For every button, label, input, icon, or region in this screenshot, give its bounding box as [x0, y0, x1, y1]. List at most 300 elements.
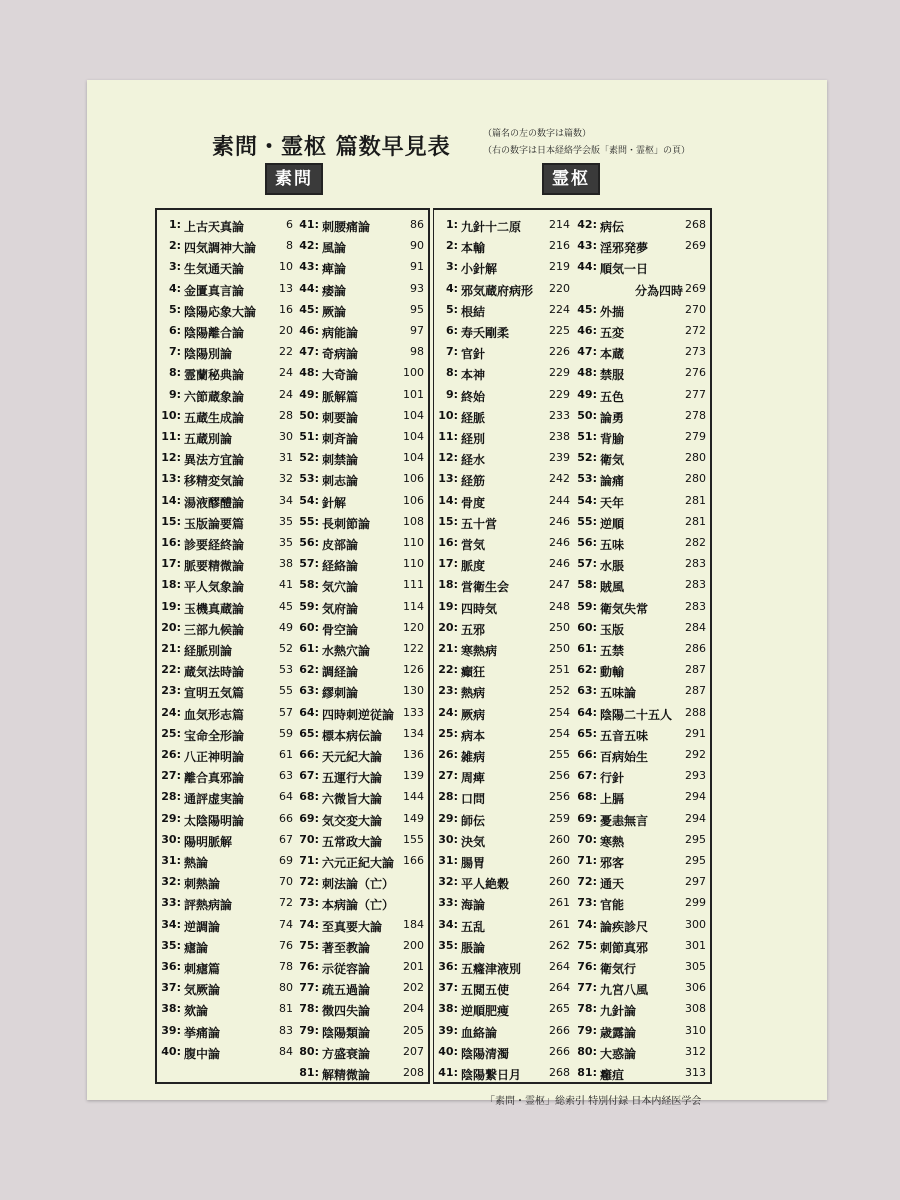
banner-somon: 素問: [265, 163, 323, 195]
page-number: 10: [279, 260, 293, 274]
chapter-name: 五禁: [600, 644, 625, 658]
chapter-number: 26:: [161, 748, 181, 761]
table-row: [157, 445, 297, 467]
chapter-number: 63:: [577, 684, 597, 698]
chapter-number: 78:: [299, 1002, 319, 1016]
chapter-number: 67:: [577, 769, 597, 783]
chapter-number: 38:: [438, 1002, 458, 1016]
page-number: 34: [279, 493, 293, 507]
table-row: [573, 403, 710, 425]
chapter-name: 逆順: [600, 516, 625, 531]
table-row: [295, 318, 428, 340]
chapter-number: 30:: [161, 832, 181, 846]
chapter-number: 49:: [577, 387, 597, 401]
chapter-number: 49:: [299, 387, 319, 401]
chapter-name: 異法方宜論: [184, 453, 245, 468]
chapter-number: 20:: [161, 620, 181, 634]
chapter-number: 59:: [577, 599, 597, 613]
chapter-name: 賊風: [600, 580, 625, 595]
table-row: [157, 297, 297, 319]
table-row: [295, 509, 428, 531]
page-number: 273: [685, 345, 706, 359]
table-row: [295, 912, 428, 934]
page-number: 166: [403, 854, 424, 867]
chapter-name: 営気: [461, 538, 486, 552]
chapter-number: 15:: [161, 514, 181, 528]
page-number: 270: [685, 302, 706, 316]
page-number: 260: [549, 875, 570, 889]
chapter-number: 35:: [161, 938, 181, 952]
chapter-name: 五蔵別論: [184, 432, 233, 446]
chapter-number: 37:: [161, 981, 181, 995]
table-row: [434, 657, 574, 679]
chapter-name: 四時気: [461, 601, 498, 616]
chapter-name: 気厥論: [184, 983, 221, 998]
page-number: 220: [549, 281, 570, 295]
table-row: [157, 233, 297, 255]
chapter-name: 六節蔵象論: [184, 389, 245, 404]
chapter-number: 59:: [299, 599, 319, 613]
chapter-number: 76:: [299, 960, 319, 973]
table-row: [295, 700, 428, 722]
table-row: [157, 975, 297, 997]
chapter-name: 邪気蔵府病形: [461, 283, 534, 298]
chapter-number: 21:: [438, 642, 458, 655]
page-number: 16: [279, 302, 293, 316]
chapter-name: 営衛生会: [461, 580, 510, 595]
chapter-number: 54:: [577, 493, 597, 507]
table-row: [434, 869, 574, 891]
page-number: 301: [685, 938, 706, 952]
chapter-number: 38:: [161, 1002, 181, 1016]
chapter-number: 50:: [577, 408, 597, 422]
chapter-name: 欬論: [184, 1004, 209, 1019]
chapter-name: 調経論: [322, 665, 359, 680]
table-row: [573, 1060, 710, 1082]
page-number: 35: [279, 514, 293, 528]
table-row: [573, 996, 710, 1018]
table-row: [295, 297, 428, 319]
page-number: 219: [549, 260, 570, 274]
note-chapter-number: （篇名の左の数字は篇数）: [483, 129, 592, 139]
chapter-name: 九宮八風: [600, 983, 649, 998]
page-number: 110: [403, 536, 424, 549]
chapter-name: 平人気象論: [184, 580, 245, 595]
table-row: [573, 360, 710, 382]
chapter-number: 75:: [299, 938, 319, 952]
page-number: 6: [286, 218, 293, 231]
page-number: 204: [403, 1002, 424, 1016]
chapter-name: 痺論: [322, 262, 347, 277]
chapter-name: 論勇: [600, 410, 625, 425]
page-number: 45: [279, 599, 293, 613]
table-row: [295, 382, 428, 404]
chapter-name: 骨度: [461, 495, 486, 510]
chapter-number: 16:: [161, 536, 181, 549]
page-number: 277: [685, 387, 706, 401]
page-number: 233: [549, 408, 570, 422]
table-row: [573, 827, 710, 849]
chapter-name: 海論: [461, 898, 486, 913]
table-row: [573, 1039, 710, 1061]
table-row: [434, 212, 574, 234]
table-row: [295, 445, 428, 467]
page-number: 259: [549, 811, 570, 825]
chapter-number: 62:: [299, 663, 319, 677]
page-number: 272: [685, 324, 706, 337]
chapter-name: 四時刺逆従論: [322, 707, 395, 722]
table-row: [295, 1039, 428, 1061]
chapter-name: 繆刺論: [322, 686, 359, 701]
page-number: 24: [279, 366, 293, 380]
reisu-column-1: [433, 208, 574, 1084]
chapter-number: 7:: [445, 345, 458, 359]
chapter-name: 刺熱論: [184, 877, 221, 892]
chapter-number: 55:: [577, 514, 597, 528]
chapter-number: 40:: [438, 1044, 458, 1058]
chapter-name: 百病始生: [600, 750, 649, 764]
page-number: 262: [549, 938, 570, 952]
chapter-name: 厥論: [322, 304, 347, 319]
page-number: 101: [403, 387, 424, 401]
page-number: 69: [279, 854, 293, 867]
page-number: 280: [685, 472, 706, 486]
chapter-name: 病本: [461, 728, 486, 743]
table-row: [573, 869, 710, 891]
table-row: [434, 996, 574, 1018]
chapter-name: 金匱真言論: [184, 283, 245, 298]
chapter-number: 47:: [577, 345, 597, 359]
table-row: [295, 572, 428, 594]
page-number: 286: [685, 642, 706, 655]
chapter-number: 18:: [161, 578, 181, 592]
page-number: 20: [279, 324, 293, 337]
chapter-number: 25:: [438, 726, 458, 740]
page-number: 256: [549, 790, 570, 804]
chapter-name: 大惑論: [600, 1046, 637, 1061]
page-number: 53: [279, 663, 293, 677]
chapter-number: 19:: [438, 599, 458, 613]
table-row: [573, 700, 710, 722]
chapter-name: 上膈: [600, 792, 625, 807]
chapter-number: 13:: [161, 472, 181, 486]
chapter-name: 刺節真邪: [600, 940, 649, 955]
table-row: [434, 636, 574, 658]
page-number: 184: [403, 917, 424, 931]
page-number: 255: [549, 748, 570, 761]
table-row: [573, 721, 710, 743]
table-row: [434, 233, 574, 255]
chapter-number: 11:: [161, 430, 181, 443]
table-row: [434, 297, 574, 319]
chapter-name: 痿論: [322, 283, 347, 298]
chapter-number: 75:: [577, 938, 597, 952]
chapter-name: 寿夭剛柔: [461, 326, 510, 340]
chapter-number: 9:: [445, 387, 458, 401]
page-number: 8: [286, 239, 293, 253]
chapter-number: 1:: [168, 218, 181, 231]
page-number: 254: [549, 726, 570, 740]
chapter-name: 周痺: [461, 771, 486, 786]
chapter-name: 通天: [600, 877, 625, 892]
chapter-number: 10:: [161, 408, 181, 422]
chapter-number: 25:: [161, 726, 181, 740]
page-number: 284: [685, 620, 706, 634]
chapter-number: 65:: [577, 726, 597, 740]
chapter-name: 天年: [600, 495, 625, 510]
chapter-name: 寒熱病: [461, 644, 498, 658]
chapter-number: 77:: [577, 981, 597, 995]
table-row: [434, 445, 574, 467]
chapter-name: 刺腰痛論: [322, 220, 371, 234]
page-number: 122: [403, 642, 424, 655]
chapter-name: 経筋: [461, 474, 486, 489]
page-number: 291: [685, 726, 706, 740]
chapter-name: 淫邪発夢: [600, 241, 649, 256]
chapter-number: 23:: [161, 684, 181, 698]
chapter-number: 69:: [299, 811, 319, 825]
chapter-name: 太陰陽明論: [184, 813, 245, 828]
chapter-number: 57:: [299, 557, 319, 571]
chapter-name: 湯液醪醴論: [184, 495, 245, 510]
table-row: [157, 572, 297, 594]
chapter-name: 病能論: [322, 326, 359, 340]
chapter-number: 51:: [577, 430, 597, 443]
table-row: [157, 488, 297, 510]
page-number: 246: [549, 536, 570, 549]
somon-column-2: [295, 208, 428, 1084]
table-row: [157, 466, 297, 488]
table-row: [157, 212, 297, 234]
page-number: 279: [685, 430, 706, 443]
page-number: 108: [403, 514, 424, 528]
chapter-number: 8:: [168, 366, 181, 380]
table-row: [295, 784, 428, 806]
chapter-number: 24:: [161, 705, 181, 719]
chapter-name: 経脈: [461, 410, 486, 425]
chapter-number: 46:: [299, 324, 319, 337]
chapter-name: 刺禁論: [322, 453, 359, 468]
table-row: [295, 975, 428, 997]
reisu-column-2: [573, 208, 712, 1084]
table-row: [157, 806, 297, 828]
table-row: [295, 996, 428, 1018]
page-number: 110: [403, 557, 424, 571]
chapter-number: 61:: [577, 642, 597, 655]
table-row: [573, 339, 710, 361]
page-number: 264: [549, 981, 570, 995]
page-number: 31: [279, 451, 293, 465]
page-number: 269: [685, 281, 706, 295]
table-row: [295, 615, 428, 637]
chapter-number: 80:: [577, 1044, 597, 1058]
chapter-name: 移精変気論: [184, 474, 245, 489]
chapter-name: 八正神明論: [184, 750, 245, 764]
table-row: [573, 551, 710, 573]
chapter-number: 58:: [577, 578, 597, 592]
table-row: [157, 509, 297, 531]
page-number: 104: [403, 408, 424, 422]
page-number: 254: [549, 705, 570, 719]
chapter-name: 腸胃: [461, 856, 486, 870]
chapter-number: 80:: [299, 1044, 319, 1058]
chapter-name: 陰陽応象大論: [184, 304, 257, 319]
chapter-name: 小針解: [461, 262, 498, 277]
table-row: [573, 572, 710, 594]
chapter-name: 終始: [461, 389, 486, 404]
chapter-name: 歳露論: [600, 1025, 637, 1040]
chapter-number: 81:: [577, 1066, 597, 1079]
chapter-name: 至真要大論: [322, 919, 383, 934]
page-title: 素問・霊枢 篇数早見表: [212, 135, 451, 160]
chapter-number: 48:: [299, 366, 319, 380]
table-row: [157, 912, 297, 934]
page-number: 134: [403, 726, 424, 740]
table-row: [434, 466, 574, 488]
page-number: 144: [403, 790, 424, 804]
table-row: [434, 488, 574, 510]
table-row: [157, 360, 297, 382]
chapter-number: 54:: [299, 493, 319, 507]
table-row: [573, 912, 710, 934]
chapter-name: 五閲五使: [461, 983, 510, 998]
chapter-number: 79:: [299, 1023, 319, 1037]
page-number: 288: [685, 705, 706, 719]
page-number: 281: [685, 493, 706, 507]
page-number: 83: [279, 1023, 293, 1037]
chapter-name: 刺要論: [322, 410, 359, 425]
chapter-number: 37:: [438, 981, 458, 995]
chapter-name: 大奇論: [322, 368, 359, 383]
chapter-number: 41:: [438, 1066, 458, 1079]
table-row: [573, 636, 710, 658]
table-row: [434, 890, 574, 912]
page-number: 244: [549, 493, 570, 507]
chapter-number: 58:: [299, 578, 319, 592]
chapter-name: 著至教論: [322, 940, 371, 955]
page-number: 248: [549, 599, 570, 613]
chapter-number: 70:: [577, 832, 597, 846]
chapter-number: 36:: [438, 960, 458, 973]
table-row: [157, 254, 297, 276]
chapter-name: 逆調論: [184, 919, 221, 934]
banner-reisu: 霊枢: [542, 163, 600, 195]
page-number: 41: [279, 578, 293, 592]
chapter-number: 71:: [577, 854, 597, 867]
page-number: 260: [549, 832, 570, 846]
chapter-name: 官針: [461, 347, 486, 362]
chapter-number: 65:: [299, 726, 319, 740]
page-number: 287: [685, 663, 706, 677]
table-row: [295, 339, 428, 361]
chapter-number: 9:: [168, 387, 181, 401]
table-row: [573, 657, 710, 679]
page-number: 250: [549, 642, 570, 655]
chapter-number: 73:: [577, 896, 597, 910]
chapter-number: 70:: [299, 832, 319, 846]
chapter-number: 43:: [299, 260, 319, 274]
table-row: [434, 763, 574, 785]
chapter-number: 48:: [577, 366, 597, 380]
chapter-number: 64:: [299, 705, 319, 719]
chapter-name: 口問: [461, 792, 486, 807]
table-row: [295, 678, 428, 700]
page-number: 278: [685, 408, 706, 422]
table-row: [434, 700, 574, 722]
chapter-number: 7:: [168, 345, 181, 359]
chapter-name: 経水: [461, 453, 486, 468]
page-number: 72: [279, 896, 293, 910]
chapter-name: 脈度: [461, 559, 486, 574]
chapter-number: 76:: [577, 960, 597, 973]
page-number: 268: [685, 218, 706, 231]
chapter-name: 平人絶穀: [461, 877, 510, 892]
chapter-number: 68:: [299, 790, 319, 804]
chapter-name: 五味論: [600, 686, 637, 701]
chapter-number: 74:: [577, 917, 597, 931]
chapter-name: 解精微論: [322, 1068, 371, 1082]
chapter-number: 29:: [438, 811, 458, 825]
chapter-number: 4:: [445, 281, 458, 295]
chapter-number: 34:: [161, 917, 181, 931]
chapter-name: 分為四時: [635, 283, 684, 298]
table-row: [434, 615, 574, 637]
chapter-name: 外揣: [600, 304, 625, 319]
page-number: 84: [279, 1044, 293, 1058]
chapter-number: 11:: [438, 430, 458, 443]
page-number: 205: [403, 1023, 424, 1037]
table-row: [573, 1018, 710, 1040]
page-number: 260: [549, 854, 570, 867]
table-row: [573, 784, 710, 806]
page-number: 246: [549, 557, 570, 571]
page-number: 61: [279, 748, 293, 761]
table-row: [434, 530, 574, 552]
page-number: 30: [279, 430, 293, 443]
page-number: 261: [549, 917, 570, 931]
chapter-name: 決気: [461, 834, 486, 849]
page-number: 52: [279, 642, 293, 655]
chapter-number: 56:: [299, 536, 319, 549]
chapter-number: 69:: [577, 811, 597, 825]
chapter-name: 脈要精微論: [184, 559, 245, 574]
table-row: [157, 276, 297, 298]
chapter-number: 20:: [438, 620, 458, 634]
page-number: 202: [403, 981, 424, 995]
chapter-number: 31:: [438, 854, 458, 867]
page-number: 216: [549, 239, 570, 253]
somon-column-1: [155, 208, 297, 1084]
chapter-number: 30:: [438, 832, 458, 846]
chapter-number: 19:: [161, 599, 181, 613]
page-number: 55: [279, 684, 293, 698]
chapter-number: 63:: [299, 684, 319, 698]
chapter-name: 経別: [461, 432, 486, 446]
table-row: [295, 551, 428, 573]
page-number: 91: [410, 260, 424, 274]
chapter-number: 67:: [299, 769, 319, 783]
chapter-name: 癰疽: [600, 1068, 625, 1082]
chapter-name: 衛気行: [600, 962, 637, 976]
table-row: [434, 403, 574, 425]
chapter-number: 28:: [438, 790, 458, 804]
chapter-name: 経絡論: [322, 559, 359, 574]
chapter-number: 71:: [299, 854, 319, 867]
chapter-number: 1:: [445, 218, 458, 231]
chapter-number: 42:: [577, 218, 597, 231]
chapter-number: 23:: [438, 684, 458, 698]
chapter-name: 衛気: [600, 453, 625, 468]
